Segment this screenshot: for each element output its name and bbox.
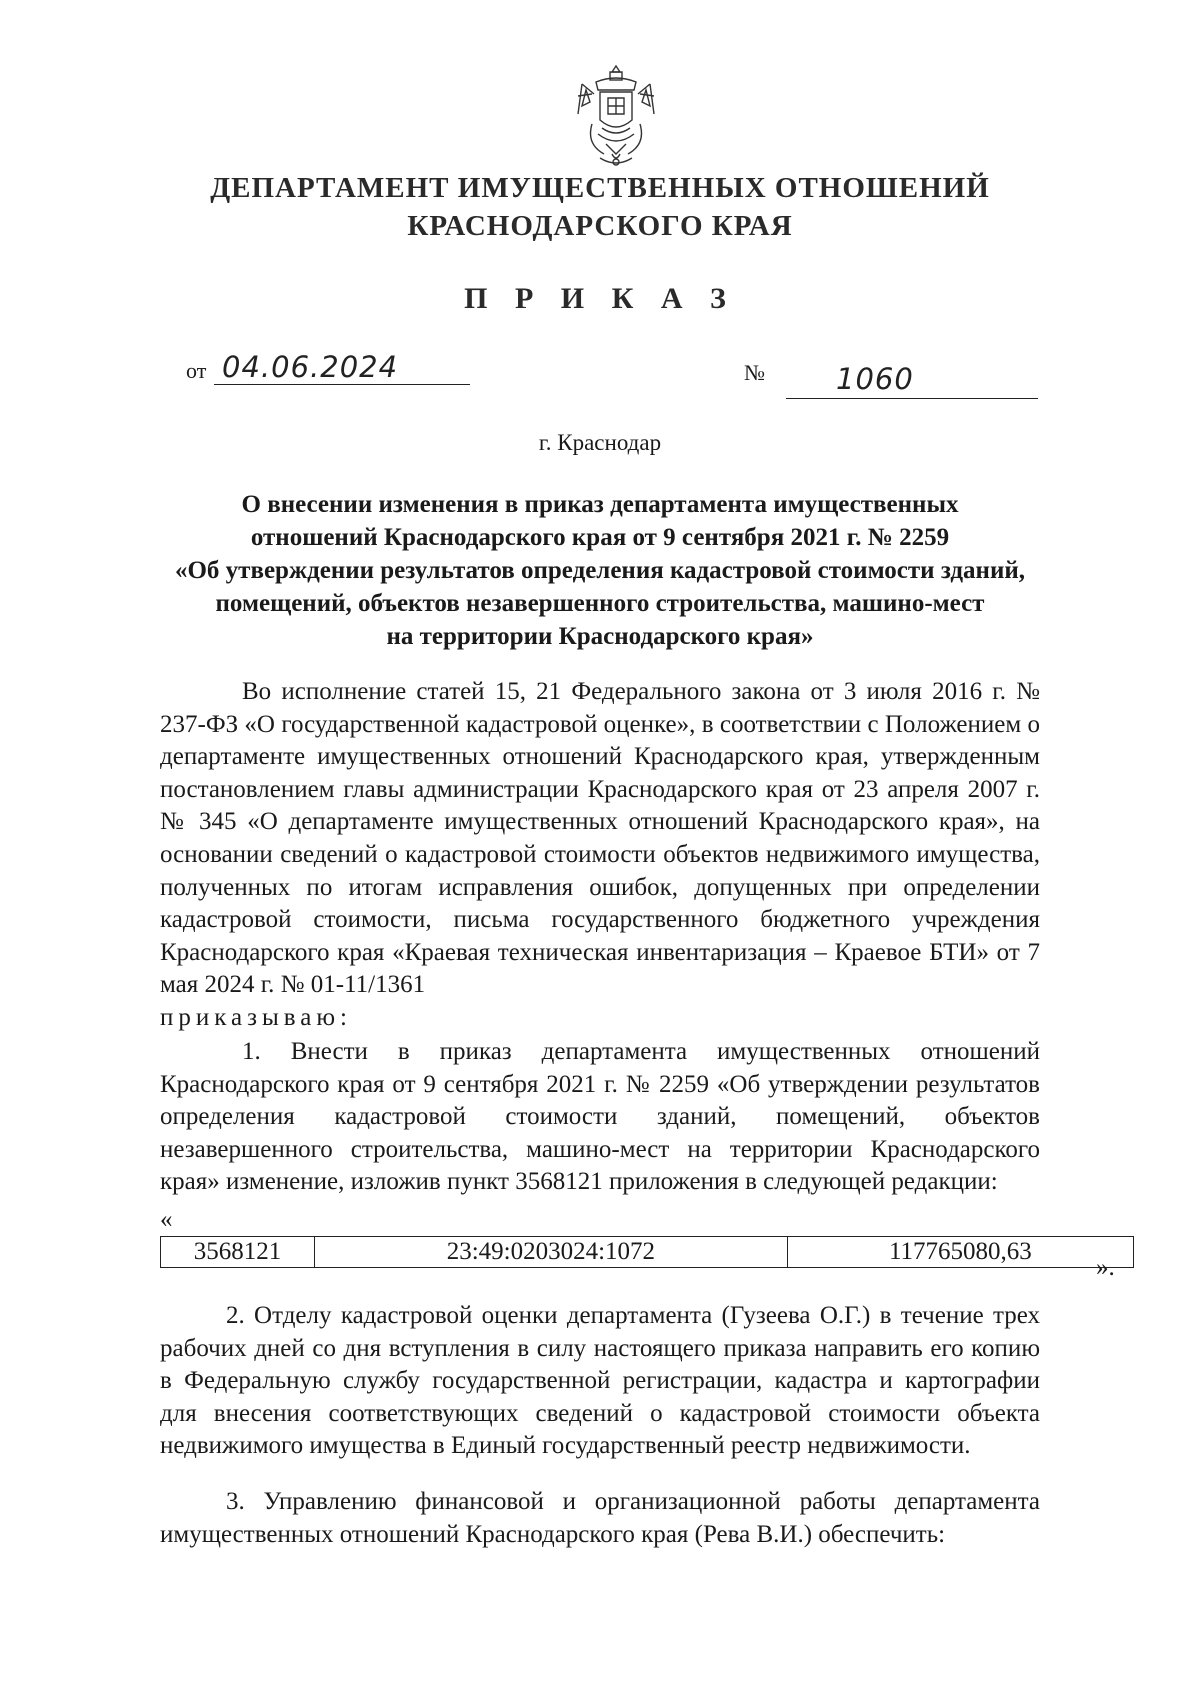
handwritten-date: 04.06.2024: [222, 350, 399, 384]
title-line: О внесении изменения в приказ департамента имущественных: [241, 491, 959, 518]
item-2-paragraph: 2. Отделу кадастровой оценки департамента (Гузеева О.Г.) в течение трех рабочих дней со дня вступления в силу настоящего приказа направить его копию в Федеральную службу государственной регистрации, кадастра и картографии для внесения соответствующих сведений о кадастровой стоимости объекта недвижимого имущества в Единый государственный реестр недвижимости.: [160, 1302, 1040, 1460]
order-verb: приказываю:: [160, 1003, 352, 1031]
number-underline: [786, 398, 1038, 399]
cell-cadastral-value: 117765080,63: [787, 1237, 1133, 1268]
title-line: «Об утверждении результатов определения кадастровой стоимости зданий,: [174, 557, 1026, 584]
title-line: помещений, объектов незавершенного строительства, машино-мест: [215, 590, 985, 617]
document-title: [160, 488, 1040, 653]
cell-item-number: 3568121: [161, 1237, 315, 1268]
item-3-paragraph: 3. Управлению финансовой и организационной работы департамента имущественных отношений Краснодарского края (Рева В.И.) обеспечить:: [160, 1488, 1040, 1548]
item-1-paragraph: 1. Внести в приказ департамента имущественных отношений Краснодарского края от 9 сентября 2021 г. № 2259 «Об утверждении результатов определения кадастровой стоимости зданий, помещений, объектов незавершенного строительства, машино-мест на территории Краснодарского края» изменение, изложив пункт 3568121 приложения в следующей редакции:: [160, 1038, 1040, 1196]
cell-cadastral-number: 23:49:0203024:1072: [314, 1237, 787, 1268]
date-label: от: [186, 358, 207, 383]
city: г. Краснодар: [538, 430, 662, 455]
preamble-text: Во исполнение статей 15, 21 Федерального закона от 3 июля 2016 г. № 237-ФЗ «О государственной кадастровой оценке», в соответствии с Положением о департаменте имущественных отношений Краснодарского края, утвержденным постановлением главы администрации Краснодарского края от 23 апреля 2007 г. № 345 «О департаменте имущественных отношений Краснодарского края», на основании сведений о кадастровой стоимости объектов недвижимого имущества, полученных по итогам исправления ошибок, допущенных при определении кадастровой стоимости, письма государственного бюджетного учреждения Краснодарского края «Краевая техническая инвентаризация – Краевое БТИ» от 7 мая 2024 г. № 01-11/1361: [160, 678, 1040, 999]
coat-of-arms-icon: [572, 62, 660, 172]
title-line: на территории Краснодарского края»: [386, 623, 814, 650]
title-line: отношений Краснодарского края от 9 сентября 2021 г. № 2259: [250, 524, 950, 551]
preamble-paragraph: [160, 676, 1040, 1035]
department-name-line2: КРАСНОДАРСКОГО КРАЯ: [407, 210, 793, 242]
handwritten-number: 1060: [836, 362, 914, 396]
quote-open: «: [160, 1206, 173, 1233]
quote-close: ».: [1096, 1254, 1115, 1281]
cadastral-table: [160, 1236, 1134, 1268]
department-name-line1: ДЕПАРТАМЕНТ ИМУЩЕСТВЕННЫХ ОТНОШЕНИЙ: [210, 172, 990, 204]
number-label: №: [744, 360, 765, 385]
date-underline: [214, 384, 470, 385]
document-type: П Р И К А З: [464, 282, 736, 315]
table-row: [161, 1237, 1134, 1268]
